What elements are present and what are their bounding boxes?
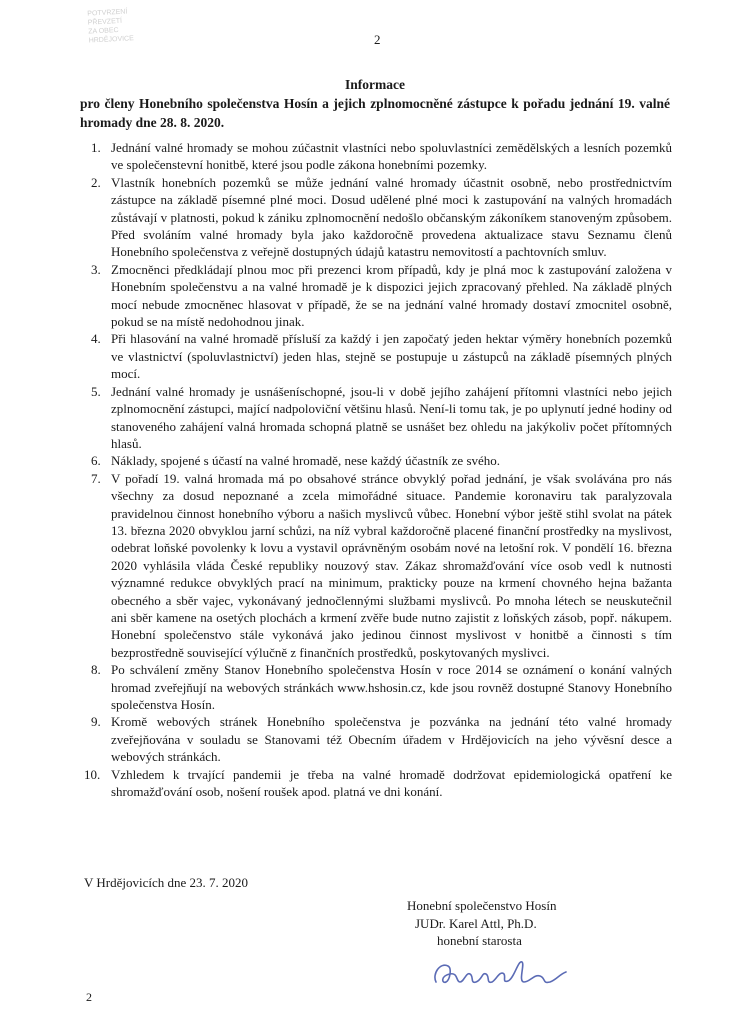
signature-block xyxy=(407,897,556,950)
list-item: 1. Jednání valné hromady se mohou zúčastnit vlastníci nebo spoluvlastníci zemědělských a lesních pozemků ve společenstevní honitbě, které jsou podle zákona honebními pozemky. xyxy=(91,140,672,173)
faint-stamp: POTVRZENÍ PŘEVZETÍ ZA OBEC HRDĚJOVICE xyxy=(87,8,134,45)
numbered-list xyxy=(84,139,672,800)
list-item: 6. Náklady, spojené s účastí na valné hromadě, nese každý účastník ze svého. xyxy=(91,453,501,469)
list-item: 7. V pořadí 19. valná hromada má po obsahové stránce obvyklý pořad jednání, je však svolávána pro nás všechny za dosud nepoznané a zcela mimořádné situace. Pandemie koronaviru tak paralyzovala pravidelnou činnost honebního výboru a našich myslivců vůbec. Honební výbor ještě stihl svolat na pátek 13. března 2020 obvyklou jarní schůzi, na níž vybral každoročně placené finanční prostředky na myslivost, odebrat loňské povolenky k lovu a vystavil oprávněným osobám nové na letošní rok. V pondělí 16. března 2020 vyhlásila vláda České republiky nouzový stav. Zákaz shromažďování více osob vedl k nutnosti významné redukce obvyklých prací na minimum, prakticky pouze na krmení chovného hejna bažanta obecného a sběr vajec, vykonávaný jednočlennými službami myslivců. Po mnoha létech se neuskutečnil ani sběr kamene na osetých plochách a krmení zvěře bude nutno zajistit z loňských zásob, popř. nákupem. Honební společenstvo stále vykonává jako jedinou činnost myslivost v honitbě a činnosti s tím bezprostředně související výlučně z finančních prostředků, poskytovaných myslivci. xyxy=(91,470,672,660)
list-item: 4. Při hlasování na valné hromadě přísluší za každý i jen započatý jeden hektar výměry honebních pozemků ve vlastnictví (spoluvlastnictví) jeden hlas, stejně se postupuje u zástupců na základě písemných plných mocí. xyxy=(91,331,672,382)
list-item: 8. Po schválení změny Stanov Honebního společenstva Hosín v roce 2014 se oznámení o konání valných hromad zveřejňují na webových stránkách www.hshosin.cz, kde jsou rovněž dostupné Stanovy Honebního společenstva Hosín. xyxy=(91,662,672,712)
page-number-bottom: 2 xyxy=(86,990,92,1004)
place-and-date: V Hrdějovicích dne 23. 7. 2020 xyxy=(84,875,249,890)
signatory-name: JUDr. Karel Attl, Ph.D. xyxy=(415,915,537,931)
list-item: 5. Jednání valné hromady je usnášeníschopné, jsou-li v době jejího zahájení přítomni vlastníci nebo jejich zplnomocnění zástupci, mající nadpoloviční většinu hlasů. Není-li tomu tak, je po uplynutí jedné hodiny od stanoveného zahájení valná hromada schopná platně se usnášet bez ohledu na jakýkoliv počet přítomných hlasů. xyxy=(91,383,672,451)
page-number-top: 2 xyxy=(374,32,381,47)
list-item: 9. Kromě webových stránek Honebního společenstva je pozvánka na jednání této valné hromady zveřejňována v souladu se Stanovami též Obecním úřadem v Hrdějovicích na jeho vývěsní desce a webových stránkách. xyxy=(91,714,672,765)
document-heading xyxy=(80,76,670,132)
document-title: Informace xyxy=(345,77,405,92)
document-subtitle: pro členy Honebního společenstva Hosín a jejich zplnomocněné zástupce k pořadu jednání 19. valné hromady dne 28. 8. 2020. xyxy=(80,96,670,130)
signatory-organization: Honební společenstvo Hosín xyxy=(407,898,557,913)
list-item: 10. Vzhledem k trvající pandemii je třeba na valné hromadě dodržovat epidemiologická opatření ke shromažďování osob, nošení roušek apod. platná ve dni konání. xyxy=(84,766,672,800)
list-item: 2. Vlastník honebních pozemků se může jednání valné hromady účastnit osobně, nebo prostřednictvím zástupce na základě písemné plné moci. Dosud udělené plné moci k zastupování na valných hromadách zůstávají v platnosti, pokud k zániku zplnomocnění nedošlo občanským zákoníkem stanoveným způsobem. Před svoláním valné hromady byla jako každoročně provedena aktualizace stavu Seznamu členů Honebního společenstva z veřejně dostupných údajů katastru nemovitostí a pachtovních smluv. xyxy=(91,174,672,260)
signatory-role: honební starosta xyxy=(437,933,522,948)
list-item: 3. Zmocněnci předkládají plnou moc při prezenci krom případů, kdy je plná moc k zastupování založena v Honebním společenstvu a na valné hromadě je k dispozici jejich zpracovaný přehled. Na základě plných mocí nebude zmocněnec hlasovat v případě, že se na jednání valné hromady dostaví zmocnitel osobně, pokud se na místě nedohodnou jinak. xyxy=(91,261,672,330)
handwritten-signature xyxy=(430,952,570,992)
